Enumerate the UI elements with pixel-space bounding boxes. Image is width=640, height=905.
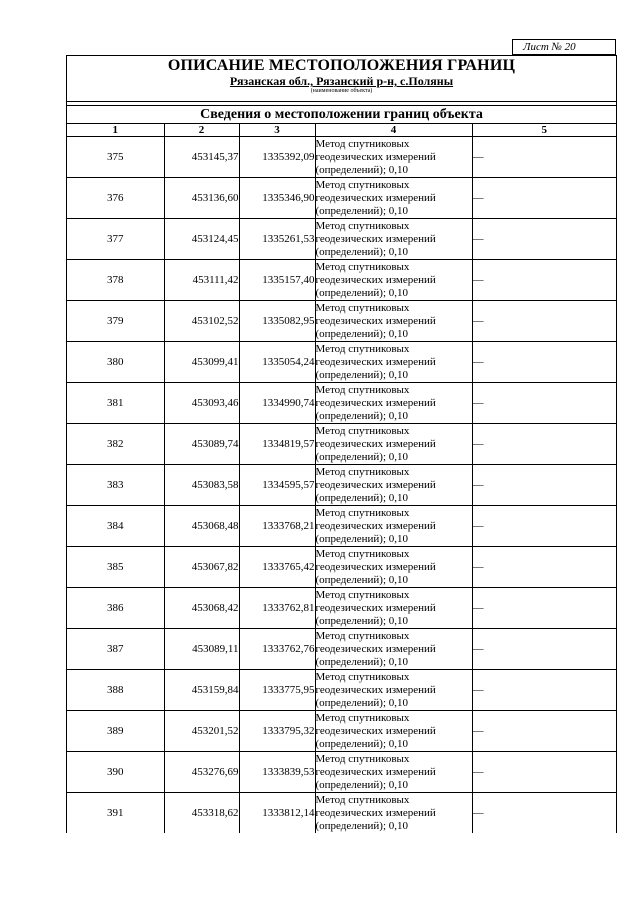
method-line: (определений); 0,10 [315,368,409,381]
method-accuracy [315,547,472,588]
point-description: — [472,588,616,629]
method-accuracy [315,424,472,465]
method-line: геодезических измерений [315,765,436,778]
coordinate-x: 453089,11 [164,629,239,670]
point-description: — [472,178,616,219]
coordinate-x: 453124,45 [164,219,239,260]
table-body [67,137,616,834]
table-row [67,178,616,219]
method-accuracy [315,588,472,629]
coordinate-x: 453102,52 [164,301,239,342]
coordinate-x: 453318,62 [164,793,239,834]
method-accuracy [315,465,472,506]
method-line: (определений); 0,10 [315,204,409,217]
section-title: Сведения о местоположении границ объекта [67,106,616,124]
point-description: — [472,506,616,547]
method-line: геодезических измерений [315,601,436,614]
coordinate-y: 1333768,21 [239,506,315,547]
method-line: Метод спутниковых [315,219,410,232]
method-line: Метод спутниковых [315,629,410,642]
column-header: 2 [164,124,239,137]
method-line: (определений); 0,10 [315,614,409,627]
method-accuracy [315,752,472,793]
method-line: геодезических измерений [315,396,436,409]
coordinate-x: 453145,37 [164,137,239,178]
method-line: Метод спутниковых [315,178,410,191]
method-accuracy [315,793,472,834]
point-number: 384 [67,506,164,547]
document-header [67,56,616,102]
point-description: — [472,342,616,383]
coordinate-x: 453083,58 [164,465,239,506]
table-row [67,711,616,752]
table-row [67,629,616,670]
method-line: Метод спутниковых [315,260,410,273]
coordinate-x: 453136,60 [164,178,239,219]
method-line: геодезических измерений [315,683,436,696]
coordinate-y: 1335157,40 [239,260,315,301]
method-line: Метод спутниковых [315,752,410,765]
column-header: 4 [315,124,472,137]
point-number: 379 [67,301,164,342]
coordinate-x: 453276,69 [164,752,239,793]
method-line: (определений); 0,10 [315,245,409,258]
coordinate-x: 453111,42 [164,260,239,301]
coordinate-y: 1333775,95 [239,670,315,711]
method-line: Метод спутниковых [315,301,410,314]
coordinate-y: 1335392,09 [239,137,315,178]
point-description: — [472,465,616,506]
point-description: — [472,793,616,834]
point-number: 375 [67,137,164,178]
coordinate-x: 453089,74 [164,424,239,465]
object-name: Рязанская обл., Рязанский р-н, с.Поляны [229,74,454,88]
document-frame [66,55,617,833]
method-accuracy [315,219,472,260]
method-accuracy [315,629,472,670]
method-accuracy [315,178,472,219]
method-line: Метод спутниковых [315,342,410,355]
method-line: Метод спутниковых [315,424,410,437]
method-line: геодезических измерений [315,560,436,573]
method-line: геодезических измерений [315,519,436,532]
method-line: Метод спутниковых [315,711,410,724]
method-line: геодезических измерений [315,232,436,245]
point-description: — [472,219,616,260]
method-line: геодезических измерений [315,724,436,737]
coordinate-y: 1334990,74 [239,383,315,424]
method-line: геодезических измерений [315,642,436,655]
method-line: (определений); 0,10 [315,286,409,299]
point-number: 390 [67,752,164,793]
table-row [67,670,616,711]
method-line: Метод спутниковых [315,465,410,478]
point-number: 389 [67,711,164,752]
table-row [67,506,616,547]
coordinate-y: 1334819,57 [239,424,315,465]
method-line: (определений); 0,10 [315,696,409,709]
method-line: (определений); 0,10 [315,450,409,463]
point-description: — [472,424,616,465]
point-description: — [472,711,616,752]
method-accuracy [315,711,472,752]
point-description: — [472,383,616,424]
table-row [67,137,616,178]
coordinate-x: 453093,46 [164,383,239,424]
point-description: — [472,547,616,588]
coordinate-x: 453068,48 [164,506,239,547]
method-line: (определений); 0,10 [315,655,409,668]
method-line: геодезических измерений [315,355,436,368]
table-row [67,383,616,424]
sheet-number: Лист № 20 [512,39,616,55]
method-line: геодезических измерений [315,478,436,491]
method-line: Метод спутниковых [315,588,410,601]
table-row [67,793,616,834]
point-number: 391 [67,793,164,834]
method-line: геодезических измерений [315,314,436,327]
point-number: 385 [67,547,164,588]
table-row [67,465,616,506]
point-description: — [472,137,616,178]
coordinate-y: 1335346,90 [239,178,315,219]
method-line: (определений); 0,10 [315,327,409,340]
point-number: 387 [67,629,164,670]
method-line: (определений); 0,10 [315,819,409,832]
point-number: 382 [67,424,164,465]
point-description: — [472,752,616,793]
boundary-points-table [67,124,616,833]
method-accuracy [315,670,472,711]
point-description: — [472,629,616,670]
method-line: геодезических измерений [315,806,436,819]
coordinate-x: 453201,52 [164,711,239,752]
coordinate-x: 453159,84 [164,670,239,711]
method-line: (определений); 0,10 [315,532,409,545]
object-name-caption: (наименование объекта) [310,88,373,94]
point-description: — [472,670,616,711]
method-line: Метод спутниковых [315,506,410,519]
column-header: 5 [472,124,616,137]
coordinate-y: 1333762,81 [239,588,315,629]
point-number: 386 [67,588,164,629]
method-accuracy [315,383,472,424]
coordinate-y: 1335054,24 [239,342,315,383]
method-line: геодезических измерений [315,191,436,204]
coordinate-y: 1333765,42 [239,547,315,588]
point-number: 378 [67,260,164,301]
column-header: 3 [239,124,315,137]
table-row [67,260,616,301]
method-line: (определений); 0,10 [315,491,409,504]
point-description: — [472,301,616,342]
method-line: Метод спутниковых [315,137,410,150]
table-row [67,547,616,588]
table-row [67,588,616,629]
coordinate-y: 1333795,32 [239,711,315,752]
table-row [67,342,616,383]
coordinate-y: 1333762,76 [239,629,315,670]
method-accuracy [315,506,472,547]
method-line: (определений); 0,10 [315,778,409,791]
method-line: геодезических измерений [315,273,436,286]
point-number: 376 [67,178,164,219]
column-header: 1 [67,124,164,137]
method-line: (определений); 0,10 [315,737,409,750]
method-accuracy [315,301,472,342]
coordinate-y: 1335082,95 [239,301,315,342]
coordinate-y: 1334595,57 [239,465,315,506]
coordinate-y: 1333839,53 [239,752,315,793]
method-line: Метод спутниковых [315,383,410,396]
method-accuracy [315,342,472,383]
method-line: (определений); 0,10 [315,409,409,422]
method-line: (определений); 0,10 [315,163,409,176]
document-title: ОПИСАНИЕ МЕСТОПОЛОЖЕНИЯ ГРАНИЦ [167,57,516,74]
point-number: 381 [67,383,164,424]
table-row [67,301,616,342]
point-number: 380 [67,342,164,383]
coordinate-x: 453099,41 [164,342,239,383]
method-line: Метод спутниковых [315,670,410,683]
coordinate-y: 1335261,53 [239,219,315,260]
table-row [67,752,616,793]
method-line: (определений); 0,10 [315,573,409,586]
method-line: Метод спутниковых [315,793,410,806]
coordinate-x: 453067,82 [164,547,239,588]
coordinate-x: 453068,42 [164,588,239,629]
table-row [67,219,616,260]
table-row [67,424,616,465]
point-number: 377 [67,219,164,260]
point-number: 383 [67,465,164,506]
point-number: 388 [67,670,164,711]
method-line: Метод спутниковых [315,547,410,560]
method-accuracy [315,137,472,178]
point-description: — [472,260,616,301]
method-accuracy [315,260,472,301]
coordinate-y: 1333812,14 [239,793,315,834]
method-line: геодезических измерений [315,150,436,163]
method-line: геодезических измерений [315,437,436,450]
table-header-row [67,124,616,137]
